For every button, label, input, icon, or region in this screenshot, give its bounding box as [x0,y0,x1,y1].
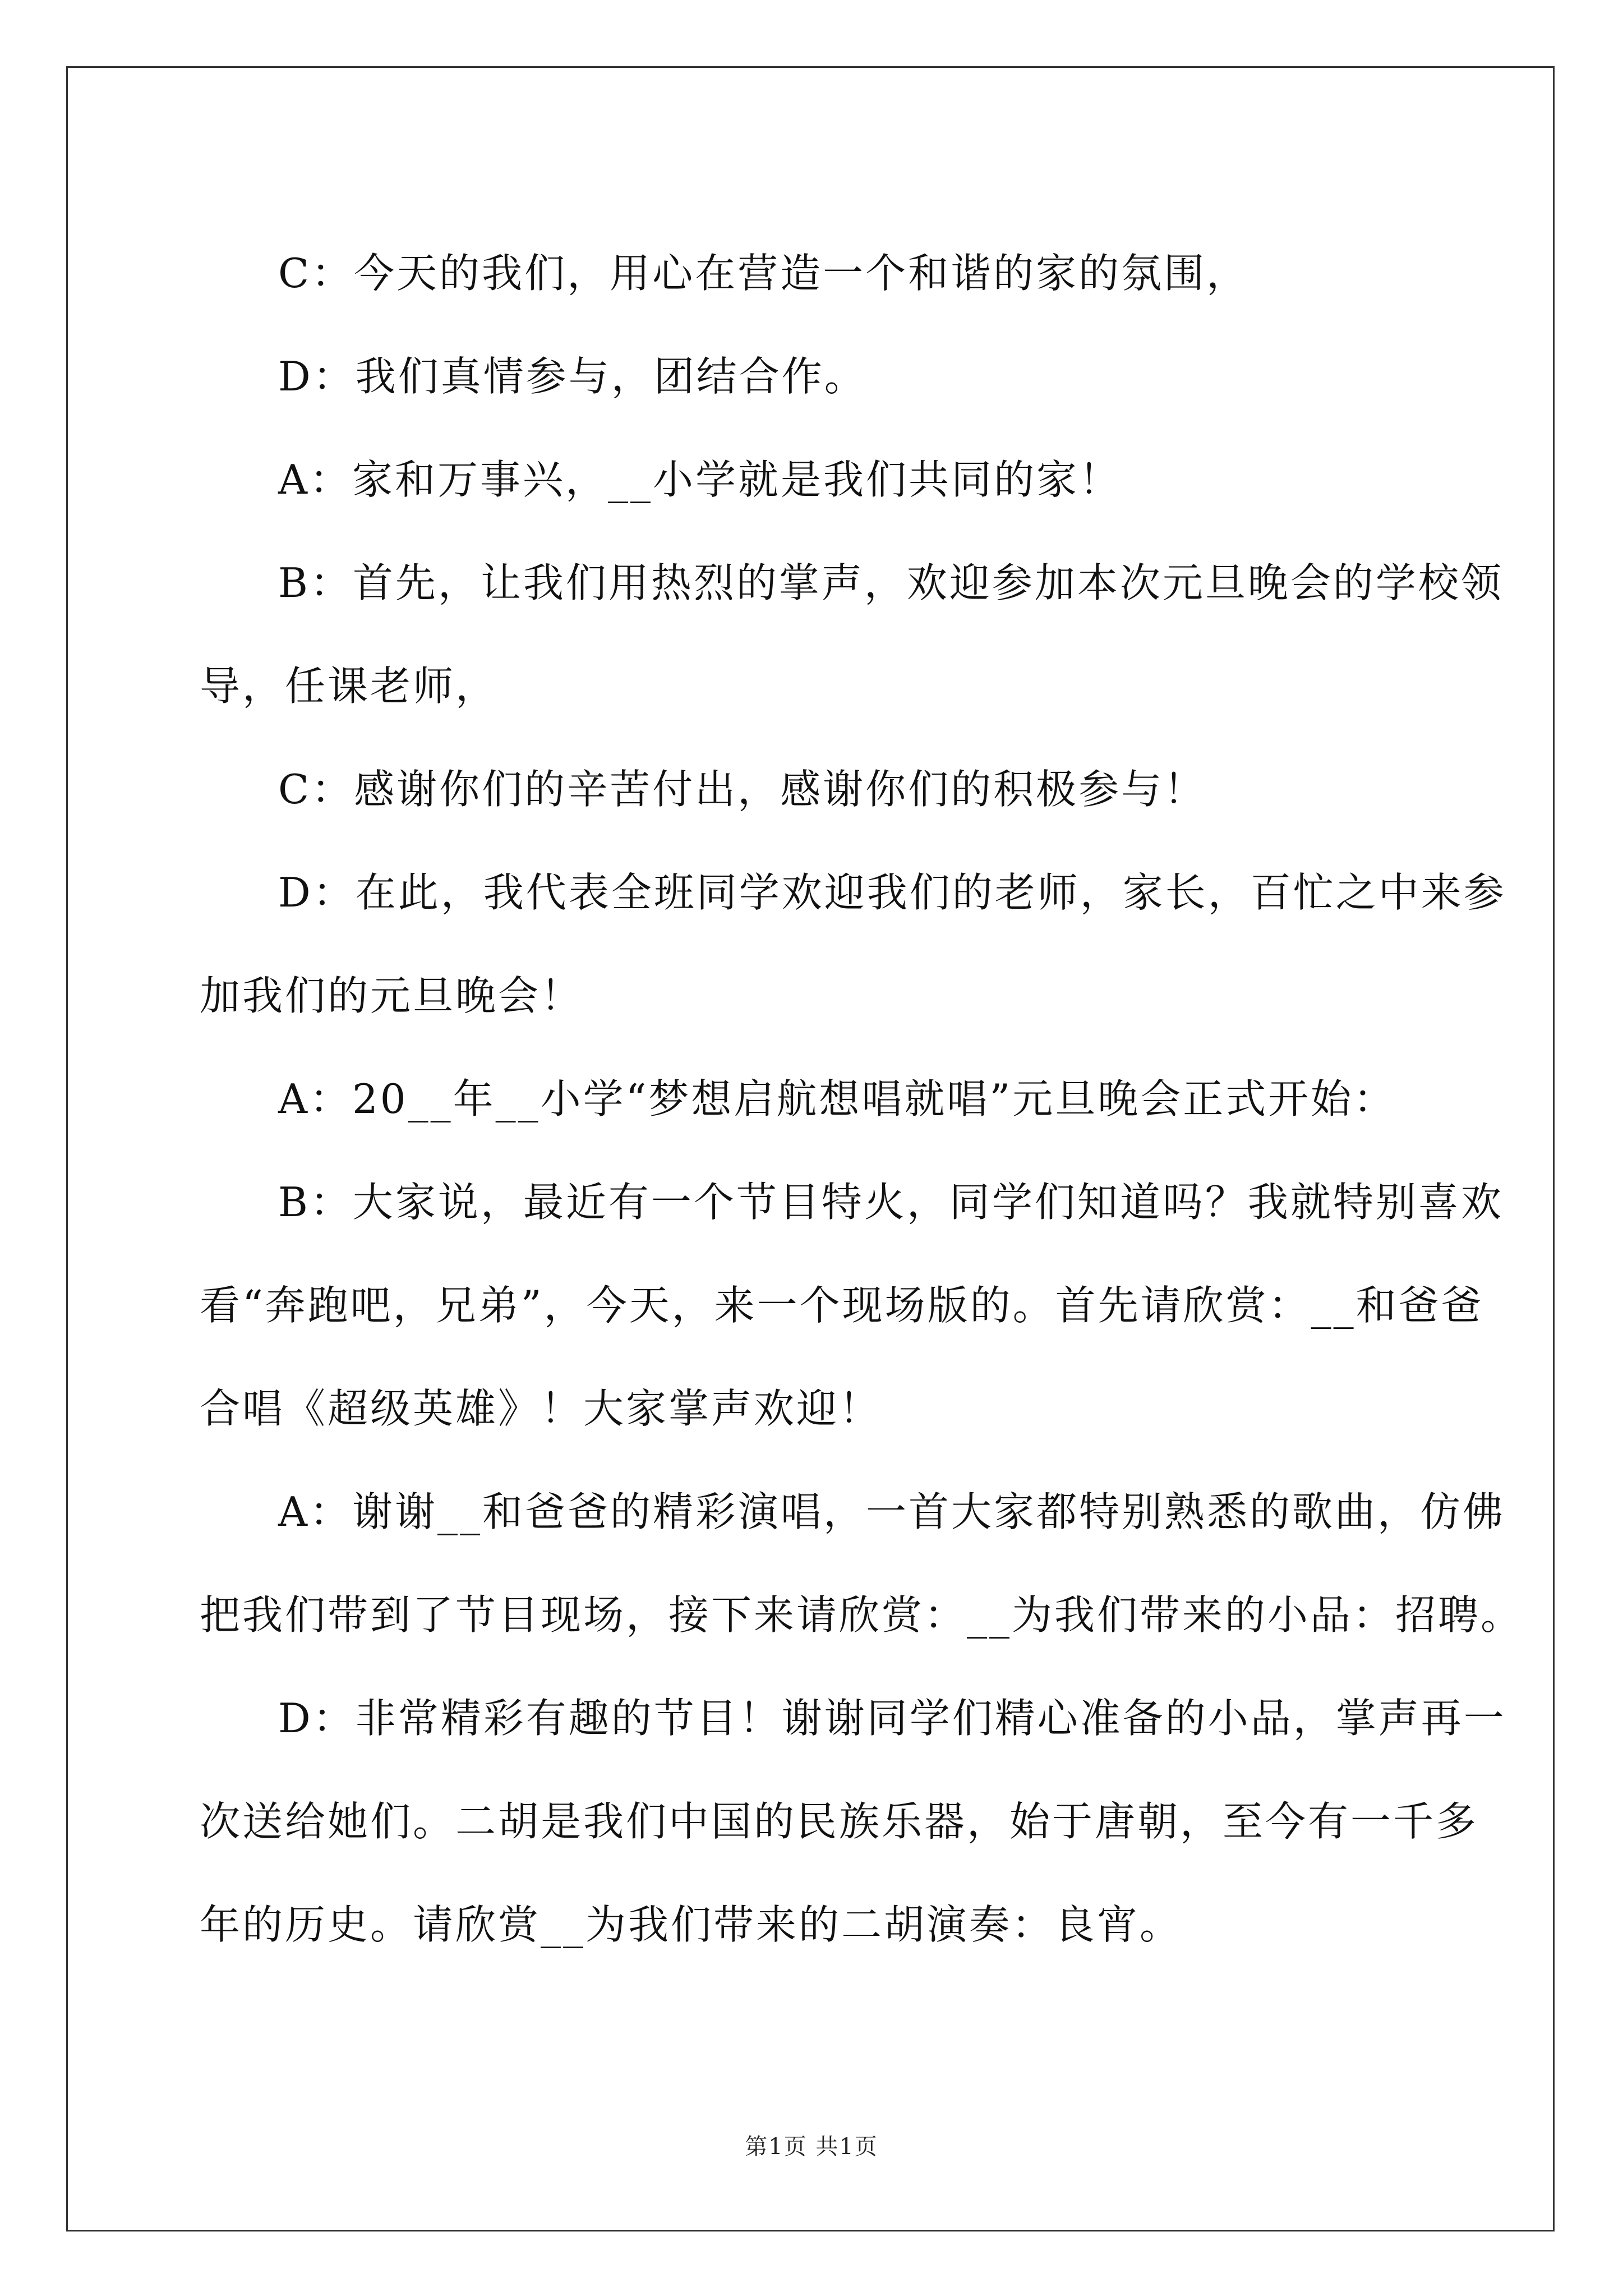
paragraph-line: A：谢谢__和爸爸的精彩演唱，一首大家都特别熟悉的歌曲，仿佛 [278,1488,1505,1535]
paragraph-line: B：首先，让我们用热烈的掌声，欢迎参加本次元旦晚会的学校领 [278,559,1504,606]
paragraph-line: 导，任课老师， [200,662,499,710]
paragraph-line: D：我们真情参与，团结合作。 [278,353,867,400]
paragraph-line: A：家和万事兴，__小学就是我们共同的家！ [278,456,1122,503]
paragraph-line: C：今天的我们，用心在营造一个和谐的家的氛围， [278,250,1249,297]
paragraph-line: 把我们带到了节目现场，接下来请欣赏：__为我们带来的小品：招聘。 [200,1591,1524,1639]
paragraph-line: 看“奔跑吧，兄弟”，今天，来一个现场版的。首先请欣赏：__和爸爸 [200,1282,1484,1329]
paragraph-line: 合唱《超级英雄》！大家掌声欢迎！ [200,1385,882,1432]
paragraph-line: C：感谢你们的辛苦付出，感谢你们的积极参与！ [278,766,1207,813]
paragraph-line: 加我们的元旦晚会！ [200,972,584,1019]
paragraph-line: D：在此，我代表全班同学欢迎我们的老师，家长，百忙之中来参 [278,869,1506,916]
paragraph-line: B：大家说，最近有一个节目特火，同学们知道吗？我就特别喜欢 [278,1179,1504,1226]
paragraph-line: 次送给她们。二胡是我们中国的民族乐器，始于唐朝，至今有一千多 [200,1798,1479,1845]
document-body [200,222,1524,1976]
paragraph-line: 年的历史。请欣赏__为我们带来的二胡演奏：良宵。 [200,1901,1183,1948]
paragraph-line: A：20__年__小学“梦想启航想唱就唱”元旦晚会正式开始： [278,1075,1396,1122]
page-number-footer: 第1页 共1页 [745,2134,878,2160]
paragraph-line: D：非常精彩有趣的节目！谢谢同学们精心准备的小品，掌声再一 [278,1695,1506,1742]
